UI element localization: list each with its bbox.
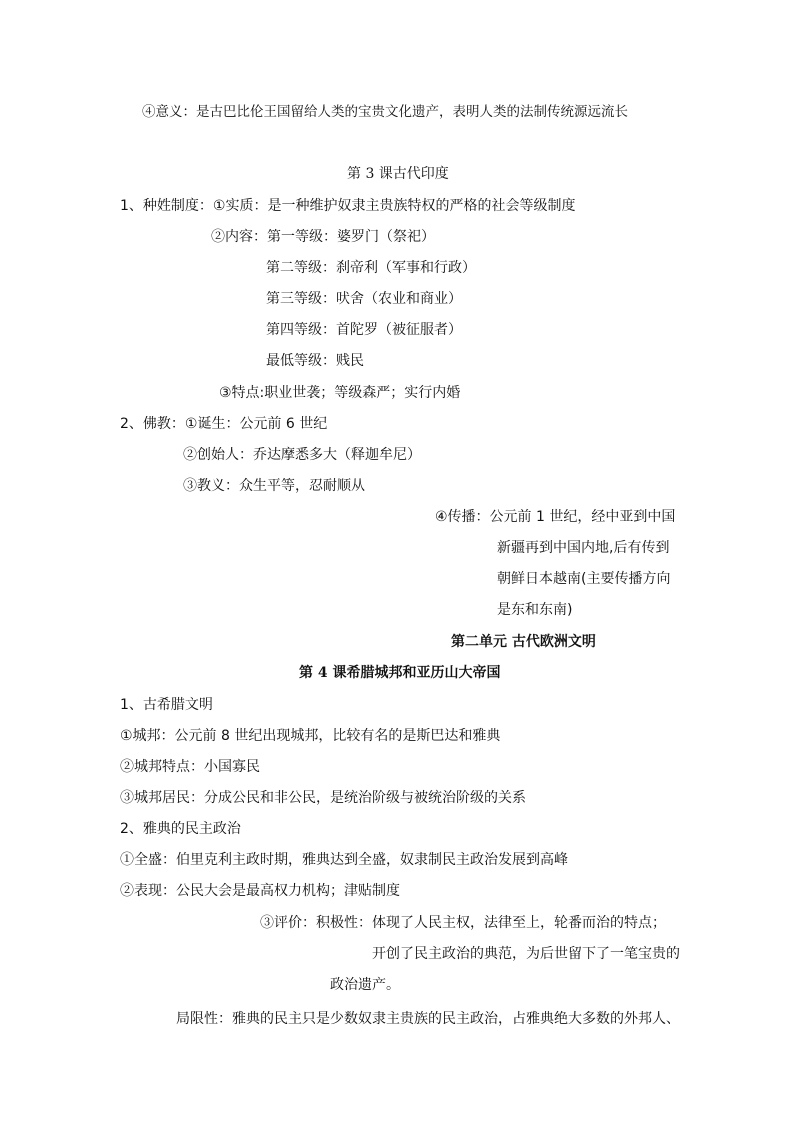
buddhism-heading: 2、佛教：①诞生：公元前 6 世纪 — [120, 416, 328, 432]
buddhism-doctrine: ③教义：众生平等，忍耐顺从 — [183, 478, 365, 494]
caste-content-line: ②内容：第一等级：婆罗门（祭祀） — [211, 229, 435, 245]
athens-evaluation-3: 政治遗产。 — [330, 977, 400, 993]
buddhism-founder: ②创始人：乔达摩悉多大（释迦牟尼） — [183, 447, 421, 463]
athens-peak: ①全盛：伯里克利主政时期，雅典达到全盛，奴隶制民主政治发展到高峰 — [120, 852, 568, 868]
lesson-3-title: 第 3 课古代印度 — [347, 166, 449, 182]
buddhism-spread-4: 是东和东南) — [497, 602, 573, 618]
greek-civilization-heading: 1、古希腊文明 — [120, 697, 213, 713]
buddhism-spread-3: 朝鲜日本越南(主要传播方向 — [497, 571, 671, 587]
unit-2-title: 第二单元 古代欧洲文明 — [451, 634, 596, 650]
city-state-residents: ③城邦居民：分成公民和非公民，是统治阶级与被统治阶级的关系 — [120, 790, 526, 806]
athens-limitations: 局限性：雅典的民主只是少数奴隶主贵族的民主政治，占雅典绝大多数的外邦人、 — [176, 1011, 680, 1027]
caste-level-2: 第二等级：刹帝利（军事和行政） — [266, 260, 476, 276]
buddhism-spread-1: ④传播：公元前 1 世纪，经中亚到中国 — [435, 509, 676, 525]
city-state-features: ②城邦特点：小国寡民 — [120, 759, 260, 775]
buddhism-spread-2: 新疆再到中国内地,后有传到 — [497, 540, 670, 556]
caste-level-4: 第四等级：首陀罗（被征服者） — [266, 322, 462, 338]
athens-evaluation-2: 开创了民主政治的典范，为后世留下了一笔宝贵的 — [372, 946, 680, 962]
athens-evaluation: ③评价：积极性：体现了人民主权，法律至上，轮番而治的特点； — [260, 915, 666, 931]
athens-democracy-heading: 2、雅典的民主政治 — [120, 821, 241, 837]
caste-lowest: 最低等级：贱民 — [266, 353, 364, 369]
athens-manifestation: ②表现：公民大会是最高权力机构；津贴制度 — [120, 883, 400, 899]
significance-line: ④意义：是古巴比伦王国留给人类的宝贵文化遗产，表明人类的法制传统源远流长 — [142, 104, 628, 120]
caste-features: ③特点:职业世袭；等级森严；实行内婚 — [219, 385, 461, 401]
city-state-line: ①城邦：公元前 8 世纪出现城邦，比较有名的是斯巴达和雅典 — [120, 728, 501, 744]
lesson-4-title: 第 4 课希腊城邦和亚历山大帝国 — [299, 665, 501, 681]
caste-level-3: 第三等级：吠舍（农业和商业） — [266, 291, 462, 307]
caste-system-heading: 1、种姓制度：①实质：是一种维护奴隶主贵族特权的严格的社会等级制度 — [120, 198, 576, 214]
